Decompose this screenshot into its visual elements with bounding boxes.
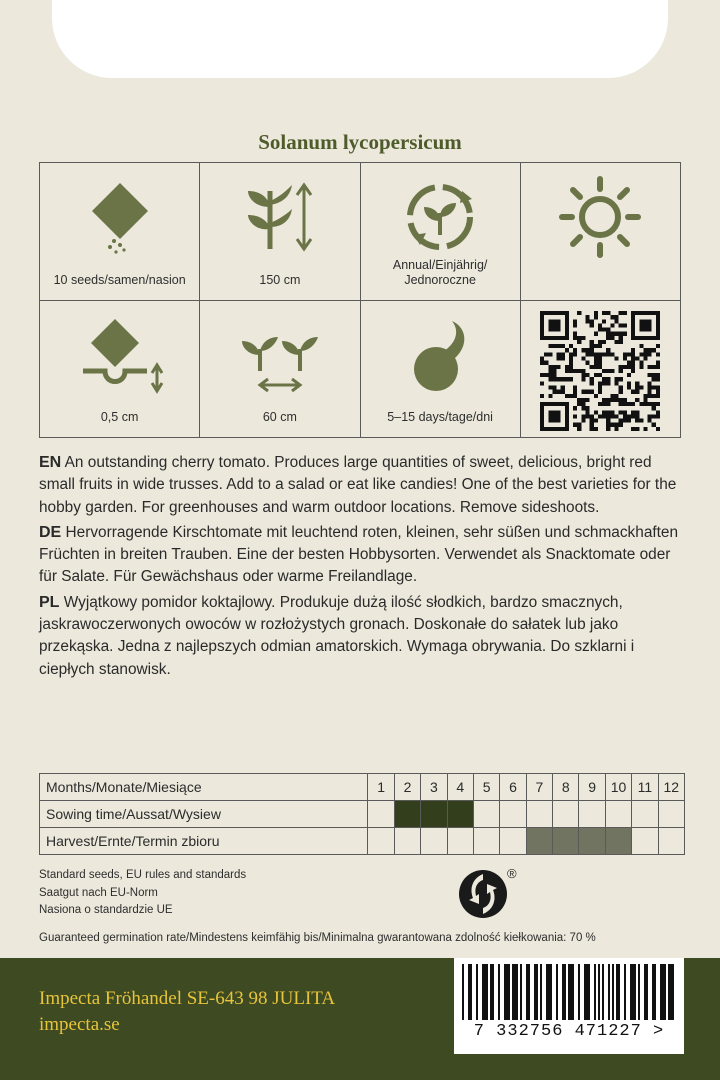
month-8: 8	[553, 774, 579, 801]
month-9: 9	[579, 774, 605, 801]
harvest-month-6	[500, 828, 526, 855]
company-address	[39, 986, 335, 1038]
month-10: 10	[605, 774, 631, 801]
full-sun-icon	[558, 175, 642, 259]
sowing-month-10	[605, 801, 631, 828]
harvest-month-8	[553, 828, 579, 855]
seed-count-cell	[40, 163, 200, 301]
sowing-month-7	[526, 801, 552, 828]
sowing-month-9	[579, 801, 605, 828]
germination-cell	[361, 301, 521, 439]
annual-cycle-icon	[400, 177, 480, 257]
standards-text	[39, 867, 246, 920]
harvest-month-1	[368, 828, 394, 855]
sowing-month-6	[500, 801, 526, 828]
month-6: 6	[500, 774, 526, 801]
icon-grid	[39, 162, 681, 438]
standard-line-pl: Nasiona o standardzie UE	[39, 904, 173, 916]
month-11: 11	[632, 774, 658, 801]
harvest-month-3	[421, 828, 447, 855]
company-website[interactable]: impecta.se	[39, 1014, 120, 1035]
germination-caption: 5–15 days/tage/dni	[387, 410, 493, 424]
sowing-month-2	[394, 801, 420, 828]
seed-count-caption: 10 seeds/samen/nasion	[53, 272, 186, 287]
sowing-month-5	[473, 801, 499, 828]
months-label: Months/Monate/Miesiące	[40, 774, 368, 801]
month-7: 7	[526, 774, 552, 801]
sowing-calendar	[39, 773, 685, 855]
sowing-month-11	[632, 801, 658, 828]
germination-time-icon	[400, 315, 480, 395]
plant-spacing-caption: 60 cm	[262, 410, 297, 424]
plant-height-caption: 150 cm	[259, 272, 301, 287]
month-1: 1	[368, 774, 394, 801]
sowing-depth-caption: 0,5 cm	[100, 410, 139, 424]
seed-packet-icon	[80, 177, 160, 257]
harvest-month-9	[579, 828, 605, 855]
calendar-months-row	[40, 774, 685, 801]
description-de: DE Hervorragende Kirschtomate mit leuchtend roten, kleinen, sehr süßen und schmackhaften Früchten in breiten Trauben. Eine der besten Hobbysorten. Verwendet als Snacktomate oder für Salate. Für Gewächshaus oder warme Freilandlage.	[39, 523, 679, 586]
latin-name: Solanum lycopersicum	[258, 130, 462, 154]
description-en: EN An outstanding cherry tomato. Produces large quantities of sweet, delicious, bright red small fruits in wide trusses. Add to a salad or eat like candies! One of the best varieties for the hobby garden. For greenhouses and warm outdoor locations. Remove sideshoots.	[39, 454, 677, 516]
harvest-month-7	[526, 828, 552, 855]
calendar-harvest-row	[40, 828, 685, 855]
calendar-sowing-row	[40, 801, 685, 828]
sowing-depth-cell	[40, 301, 200, 439]
harvest-month-5	[473, 828, 499, 855]
sowing-depth-icon	[75, 315, 165, 395]
month-12: 12	[658, 774, 684, 801]
annual-cell	[361, 163, 521, 301]
annual-caption: Annual/Einjährig/ Jednoroczne	[392, 257, 488, 287]
harvest-label: Harvest/Ernte/Termin zbioru	[40, 828, 368, 855]
barcode	[454, 958, 684, 1054]
plant-spacing-icon	[238, 315, 322, 395]
month-5: 5	[473, 774, 499, 801]
description-pl: PL Wyjątkowy pomidor koktajlowy. Produkuje dużą ilość słodkich, bardzo smacznych, jaskrawoczerwonych owoców w rozłożystych gronach. Doskonałe do sałatek lub jako przekąska. Jedna z najlepszych odmian amatorskich. Wymaga obrywania. Do szklarni i ciepłych stanowisk.	[39, 593, 635, 678]
harvest-month-2	[394, 828, 420, 855]
standard-line-en: Standard seeds, EU rules and standards	[39, 869, 247, 881]
sowing-month-3	[421, 801, 447, 828]
harvest-month-11	[632, 828, 658, 855]
harvest-month-12	[658, 828, 684, 855]
standard-line-de: Saatgut nach EU-Norm	[39, 886, 158, 899]
plant-height-icon	[240, 177, 320, 257]
sowing-month-12	[658, 801, 684, 828]
barcode-bars	[462, 964, 676, 1020]
barcode-number: 7 332756 471227 >	[473, 1022, 665, 1041]
harvest-month-10	[605, 828, 631, 855]
month-3: 3	[421, 774, 447, 801]
hang-tab-cutout	[52, 0, 668, 78]
company-line: Impecta Fröhandel SE-643 98 JULITA	[39, 988, 336, 1009]
sowing-month-8	[553, 801, 579, 828]
plant-spacing-cell	[200, 301, 360, 439]
sowing-label: Sowing time/Aussat/Wysiew	[40, 801, 368, 828]
germination-rate: Guaranteed germination rate/Mindestens keimfähig bis/Minimalna gwarantowana zdolność kiełkowania: 70 %	[39, 932, 596, 944]
month-4: 4	[447, 774, 473, 801]
green-dot-recycle-mark	[457, 868, 521, 925]
sowing-month-4	[447, 801, 473, 828]
month-2: 2	[394, 774, 420, 801]
plant-height-cell	[200, 163, 360, 301]
qr-cell	[521, 301, 681, 439]
registered-mark: ®	[507, 866, 517, 881]
footer	[0, 958, 720, 1080]
sowing-month-1	[368, 801, 394, 828]
sun-cell	[521, 163, 681, 301]
harvest-month-4	[447, 828, 473, 855]
qr-code[interactable]	[540, 311, 660, 431]
description	[39, 452, 685, 684]
